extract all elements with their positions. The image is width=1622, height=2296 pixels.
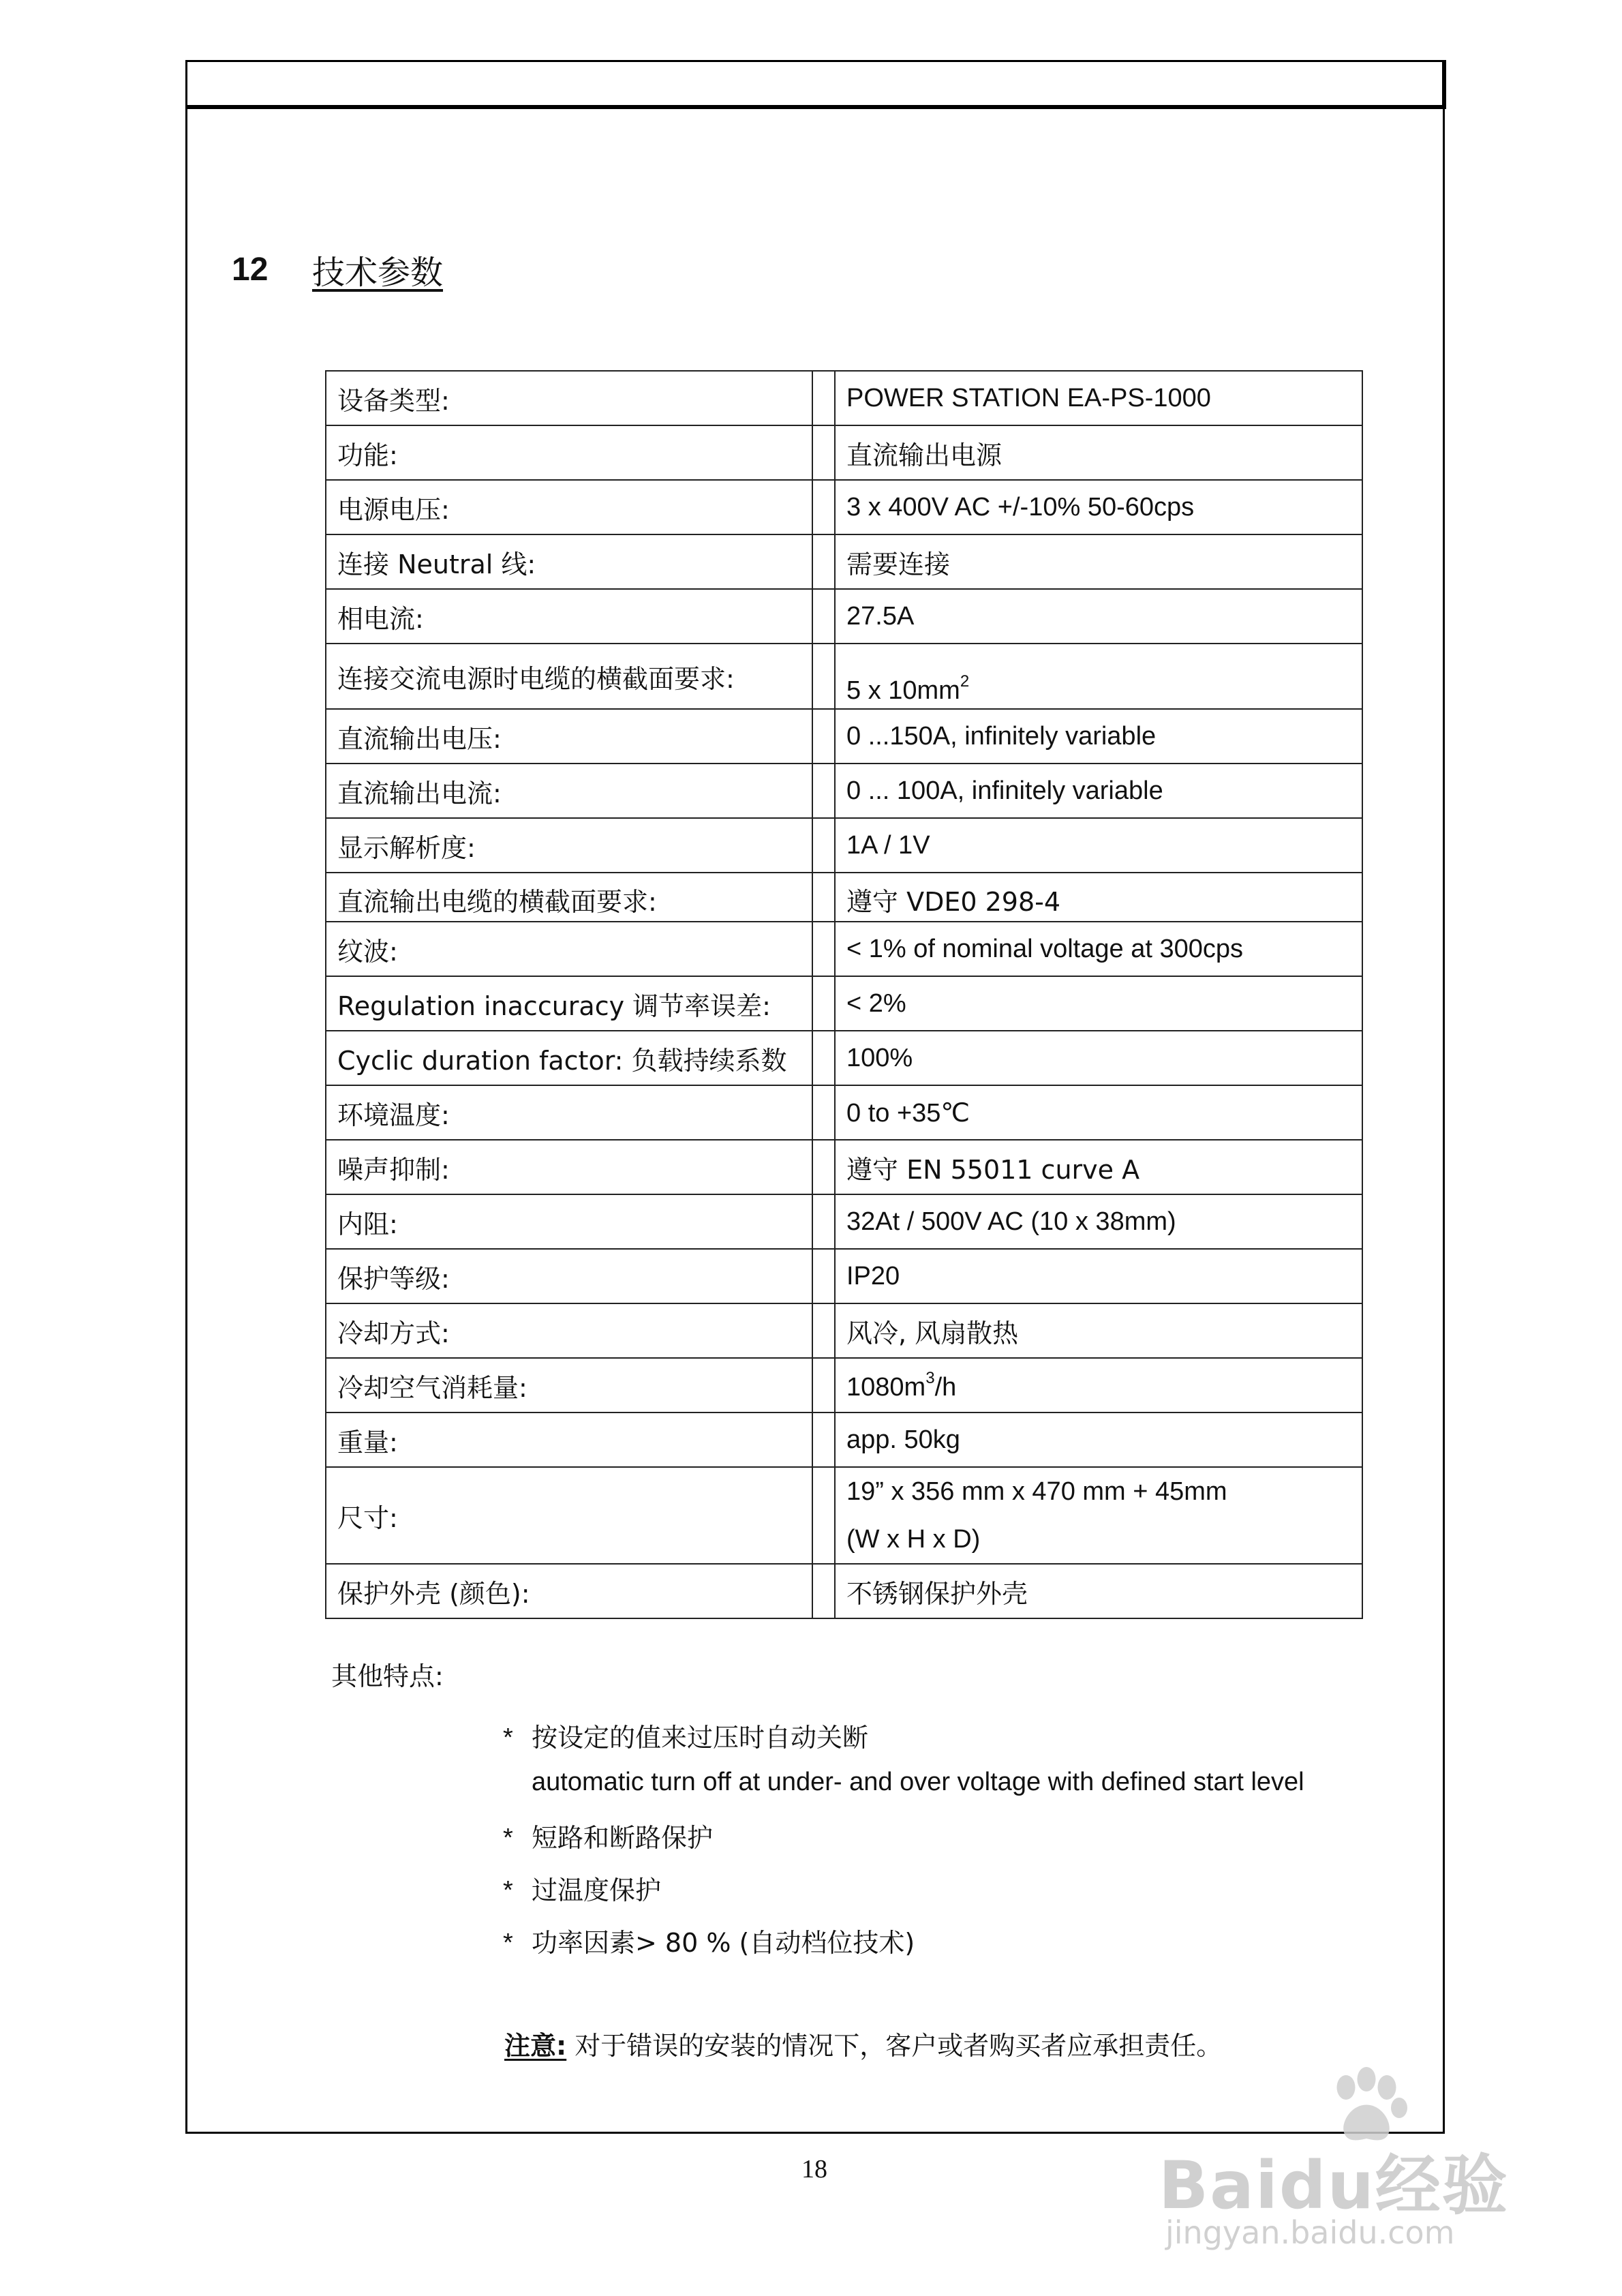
spec-spacer [812, 709, 835, 764]
spec-value: 100% [835, 1031, 1362, 1085]
spec-spacer [812, 873, 835, 922]
spec-spacer [812, 589, 835, 644]
spec-label: Regulation inaccuracy 调节率误差: [326, 976, 812, 1031]
spec-value: 遵守 VDE0 298-4 [835, 873, 1362, 922]
table-row [326, 371, 1362, 425]
table-row [326, 1249, 1362, 1303]
table-row [326, 1085, 1362, 1140]
bullet: * [503, 1929, 513, 1957]
list-item [503, 1923, 1304, 1963]
spec-value: < 1% of nominal voltage at 300cps [835, 922, 1362, 976]
spec-value: 0 ...150A, infinitely variable [835, 709, 1362, 764]
note-label: 注意: [504, 2031, 567, 2061]
spec-label: Cyclic duration factor: 负载持续系数 [326, 1031, 812, 1085]
table-row [326, 709, 1362, 764]
header-bar [185, 60, 1446, 109]
list-item [503, 1718, 1304, 1806]
spec-value: 风冷, 风扇散热 [835, 1303, 1362, 1358]
spec-spacer [812, 1467, 835, 1564]
spec-label: 显示解析度: [326, 818, 812, 873]
table-row [326, 818, 1362, 873]
table-row [326, 1140, 1362, 1194]
table-row [326, 873, 1362, 922]
list-item [503, 1818, 1304, 1858]
spec-value: 27.5A [835, 589, 1362, 644]
note-text: 对于错误的安装的情况下，客户或者购买者应承担责任。 [566, 2031, 1223, 2061]
spec-value [835, 644, 1362, 709]
table-row [326, 425, 1362, 480]
section-number: 12 [232, 251, 269, 288]
section-heading [232, 245, 443, 293]
table-row [326, 976, 1362, 1031]
spec-value: IP20 [835, 1249, 1362, 1303]
spec-label: 设备类型: [326, 371, 812, 425]
spec-value: POWER STATION EA-PS-1000 [835, 371, 1362, 425]
table-row [326, 534, 1362, 589]
spec-spacer [812, 922, 835, 976]
spec-spacer [812, 1140, 835, 1194]
spec-spacer [812, 371, 835, 425]
table-row [326, 1358, 1362, 1413]
superscript: 2 [960, 672, 970, 691]
spec-label: 纹波: [326, 922, 812, 976]
spec-spacer [812, 1413, 835, 1467]
table-row [326, 644, 1362, 709]
spec-spacer [812, 1564, 835, 1618]
spec-label: 尺寸: [326, 1467, 812, 1564]
spec-label: 噪声抑制: [326, 1140, 812, 1194]
bullet: * [503, 1824, 513, 1852]
spec-value: 3 x 400V AC +/-10% 50-60cps [835, 480, 1362, 534]
spec-label: 电源电压: [326, 480, 812, 534]
spec-value-text: 1080m [846, 1372, 926, 1402]
note [504, 2025, 1222, 2062]
spec-value-tail: /h [934, 1372, 957, 1402]
watermark-brand: Baidu经验 [1159, 2147, 1509, 2224]
spec-label: 冷却方式: [326, 1303, 812, 1358]
spec-value: 需要连接 [835, 534, 1362, 589]
spec-label: 保护等级: [326, 1249, 812, 1303]
spec-spacer [812, 425, 835, 480]
spec-spacer [812, 1085, 835, 1140]
spec-value: 不锈钢保护外壳 [835, 1564, 1362, 1618]
spec-spacer [812, 1358, 835, 1413]
feature-text: 功率因素> 80 % (自动档位技术) [532, 1928, 915, 1958]
bullet: * [503, 1723, 513, 1752]
spec-value: 1A / 1V [835, 818, 1362, 873]
spec-value [835, 1358, 1362, 1413]
table-row [326, 764, 1362, 818]
spec-label: 功能: [326, 425, 812, 480]
spec-value-line: 19” x 356 mm x 470 mm + 45mm [846, 1477, 1227, 1506]
spec-value: 遵守 EN 55011 curve A [835, 1140, 1362, 1194]
spec-label: 保护外壳 (颜色): [326, 1564, 812, 1618]
spec-label: 直流输出电缆的横截面要求: [326, 873, 812, 922]
feature-text-en: automatic turn off at under- and over voltage with defined start level [532, 1768, 1304, 1796]
features-list [503, 1718, 1304, 1976]
section-title: 技术参数 [312, 254, 444, 291]
spec-spacer [812, 1031, 835, 1085]
table-row [326, 480, 1362, 534]
table-row [326, 1413, 1362, 1467]
table-row [326, 1467, 1362, 1564]
spec-spacer [812, 1303, 835, 1358]
spec-value: 直流输出电源 [835, 425, 1362, 480]
table-row [326, 1194, 1362, 1249]
spec-spacer [812, 976, 835, 1031]
table-row [326, 1303, 1362, 1358]
spec-label: 重量: [326, 1413, 812, 1467]
spec-value: 32At / 500V AC (10 x 38mm) [835, 1194, 1362, 1249]
watermark-url: jingyan.baidu.com [1165, 2214, 1455, 2251]
spec-value: 0 ... 100A, infinitely variable [835, 764, 1362, 818]
table-row [326, 1564, 1362, 1618]
spec-value [835, 1467, 1362, 1564]
spec-label: 环境温度: [326, 1085, 812, 1140]
spec-spacer [812, 644, 835, 709]
spec-spacer [812, 764, 835, 818]
spec-value-text: 5 x 10mm [846, 676, 960, 705]
spec-label: 相电流: [326, 589, 812, 644]
spec-value-line: (W x H x D) [846, 1525, 981, 1554]
spec-spacer [812, 1194, 835, 1249]
spec-spacer [812, 818, 835, 873]
spec-value: 0 to +35℃ [835, 1085, 1362, 1140]
spec-value: app. 50kg [835, 1413, 1362, 1467]
spec-label: 直流输出电流: [326, 764, 812, 818]
table-row [326, 589, 1362, 644]
superscript: 3 [925, 1368, 935, 1387]
spec-spacer [812, 1249, 835, 1303]
spec-table [325, 370, 1363, 1619]
features-title: 其他特点: [331, 1661, 444, 1691]
spec-label: 连接 Neutral 线: [326, 534, 812, 589]
spec-spacer [812, 534, 835, 589]
feature-text: 短路和断路保护 [532, 1823, 714, 1853]
table-row [326, 922, 1362, 976]
watermark [1159, 2059, 1540, 2263]
feature-text: 过温度保护 [532, 1875, 662, 1905]
table-row [326, 1031, 1362, 1085]
spec-label: 直流输出电压: [326, 709, 812, 764]
page-number: 18 [801, 2155, 827, 2184]
bullet: * [503, 1876, 513, 1905]
spec-label: 连接交流电源时电缆的横截面要求: [326, 644, 812, 709]
spec-spacer [812, 480, 835, 534]
spec-value: < 2% [835, 976, 1362, 1031]
list-item [503, 1871, 1304, 1911]
feature-text: 按设定的值来过压时自动关断 [532, 1723, 869, 1753]
spec-label: 内阻: [326, 1194, 812, 1249]
spec-label: 冷却空气消耗量: [326, 1358, 812, 1413]
